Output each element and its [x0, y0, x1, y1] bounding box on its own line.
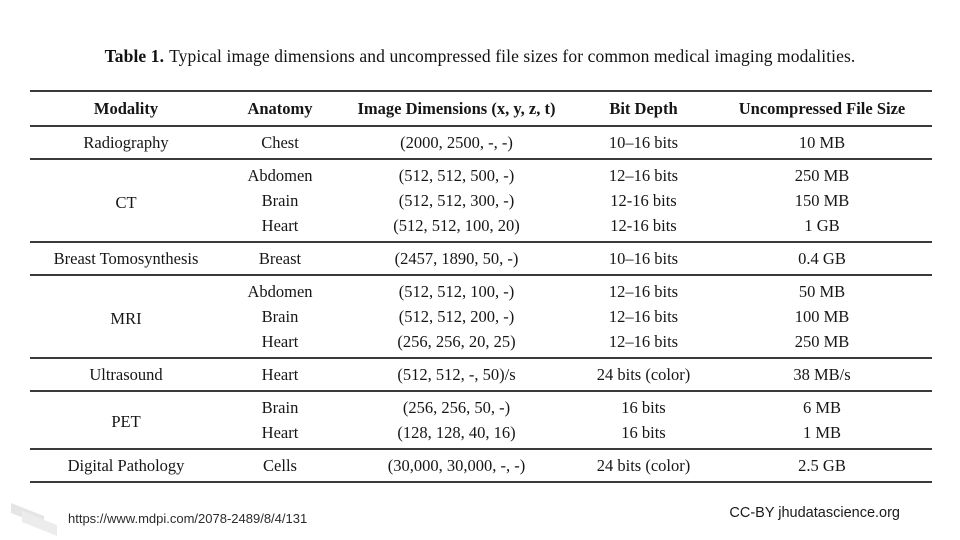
cell-file-size: 250 MB: [712, 159, 932, 188]
section-pet: [30, 391, 932, 449]
cell-modality: PET: [30, 391, 222, 449]
cell-dimensions: (512, 512, 100, 20): [393, 216, 520, 235]
cell-dimensions: (512, 512, 300, -): [398, 191, 515, 210]
cell-anatomy: Abdomen: [222, 275, 338, 304]
cell-file-size: 0.4 GB: [712, 242, 932, 275]
cell-file-size: 2.5 GB: [712, 449, 932, 482]
cell-modality: CT: [30, 159, 222, 242]
cell-anatomy: Brain: [222, 391, 338, 420]
license-attribution-text: CC-BY jhudatascience.org: [729, 505, 900, 521]
cell-dimensions: (2457, 1890, 50, -): [338, 242, 575, 275]
table-row: [30, 159, 932, 188]
cell-bit-depth: 12–16 bits: [608, 307, 679, 326]
cell-anatomy: Brain: [261, 307, 299, 326]
cell-anatomy: Heart: [261, 423, 299, 442]
cell-anatomy: Brain: [261, 191, 299, 210]
cell-file-size: 38 MB/s: [712, 358, 932, 391]
column-header-bit-depth: Bit Depth: [575, 91, 712, 126]
cell-anatomy: Chest: [222, 126, 338, 159]
header-row: [30, 91, 932, 126]
cell-dimensions: (2000, 2500, -, -): [338, 126, 575, 159]
cell-bit-depth: 12–16 bits: [575, 159, 712, 188]
cell-file-size: 50 MB: [712, 275, 932, 304]
cell-dimensions: (30,000, 30,000, -, -): [338, 449, 575, 482]
corner-ribbon-decoration: [0, 498, 70, 540]
cell-dimensions: (128, 128, 40, 16): [397, 423, 516, 442]
cell-modality: Radiography: [30, 126, 222, 159]
table-row: [30, 391, 932, 420]
cell-file-size: 250 MB: [794, 332, 850, 351]
table-row: [30, 242, 932, 275]
cell-modality: Ultrasound: [30, 358, 222, 391]
section-ultrasound: [30, 358, 932, 391]
cell-modality: Digital Pathology: [30, 449, 222, 482]
section-digital-pathology: [30, 449, 932, 482]
table-row: [30, 126, 932, 159]
cell-bit-depth: 10–16 bits: [575, 126, 712, 159]
cell-bit-depth: 16 bits: [621, 423, 666, 442]
cell-dimensions: (512, 512, 100, -): [338, 275, 575, 304]
source-url-text: https://www.mdpi.com/2078-2489/8/4/131: [68, 511, 308, 526]
cell-dimensions: (256, 256, 20, 25): [397, 332, 516, 351]
cell-anatomy: Abdomen: [222, 159, 338, 188]
table-caption-text: Typical image dimensions and uncompressed file sizes for common medical imaging modalities.: [169, 46, 856, 66]
cell-bit-depth: 12–16 bits: [608, 332, 679, 351]
cell-anatomy: Heart: [261, 332, 299, 351]
cell-bit-depth: 12-16 bits: [610, 191, 677, 210]
column-header-dimensions: Image Dimensions (x, y, z, t): [338, 91, 575, 126]
cell-file-size: 6 MB: [712, 391, 932, 420]
section-ct: [30, 159, 932, 242]
section-breast-tomosynthesis: [30, 242, 932, 275]
section-radiography: [30, 126, 932, 159]
cell-dimensions: (512, 512, -, 50)/s: [338, 358, 575, 391]
cell-anatomy: Cells: [222, 449, 338, 482]
column-header-anatomy: Anatomy: [222, 91, 338, 126]
column-header-file-size: Uncompressed File Size: [712, 91, 932, 126]
cell-file-size: 100 MB: [794, 307, 850, 326]
data-table: [30, 90, 932, 483]
section-mri: [30, 275, 932, 358]
cell-file-size: 10 MB: [712, 126, 932, 159]
table-caption: [0, 46, 960, 67]
cell-bit-depth: 12-16 bits: [610, 216, 677, 235]
column-header-modality: Modality: [30, 91, 222, 126]
cell-bit-depth: 24 bits (color): [575, 358, 712, 391]
cell-bit-depth: 24 bits (color): [575, 449, 712, 482]
cell-modality: Breast Tomosynthesis: [30, 242, 222, 275]
cell-file-size: 150 MB: [794, 191, 850, 210]
table-row: [30, 275, 932, 304]
cell-dimensions: (256, 256, 50, -): [338, 391, 575, 420]
cell-dimensions: (512, 512, 500, -): [338, 159, 575, 188]
cell-bit-depth: 10–16 bits: [575, 242, 712, 275]
cell-anatomy: Heart: [222, 358, 338, 391]
cell-anatomy: Heart: [261, 216, 299, 235]
table-caption-label: Table 1.: [104, 46, 165, 66]
cell-anatomy: Breast: [222, 242, 338, 275]
cell-dimensions: (512, 512, 200, -): [398, 307, 515, 326]
cell-bit-depth: 16 bits: [575, 391, 712, 420]
cell-file-size: 1 MB: [802, 423, 842, 442]
table-row: [30, 449, 932, 482]
cell-file-size: 1 GB: [804, 216, 840, 235]
table-row: [30, 358, 932, 391]
cell-bit-depth: 12–16 bits: [575, 275, 712, 304]
cell-modality: MRI: [30, 275, 222, 358]
